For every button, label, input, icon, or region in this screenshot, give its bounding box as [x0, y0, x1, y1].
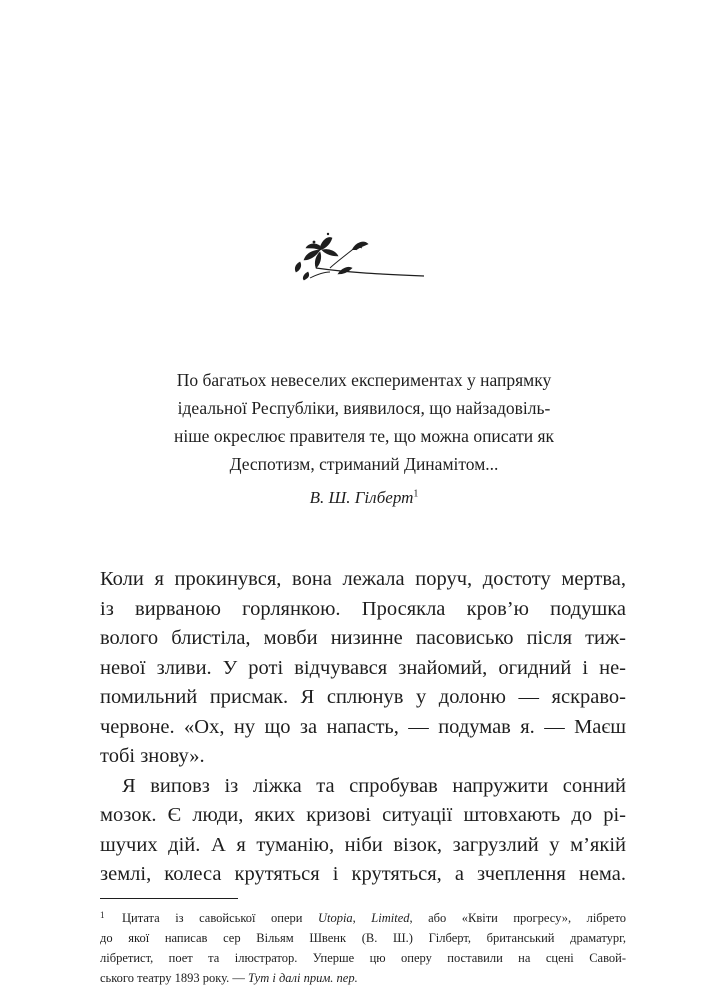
body-line: Я виповз із ліжка та спробував напружити сонний: [122, 774, 626, 797]
footnote-line: лібретист, поет та ілюстратор. Уперше цю оперу поставили на сцені Савой-: [100, 951, 626, 965]
epigraph-line: Деспотизм, стриманий Динамітом...: [229, 454, 499, 474]
footnote-line: [100, 968, 626, 988]
epigraph-author-line: [100, 484, 628, 512]
footnote-line: до якої написав сер Вільям Швенк (В. Ш.) Гілберт, британський драматург,: [100, 931, 626, 945]
footnote-divider: [100, 898, 238, 899]
footnote-opera-title: Limited: [371, 911, 410, 925]
epigraph-line: ніше окреслює правителя те, що можна описати як: [173, 426, 555, 446]
body-line: землі, колеса крутяться і крутяться, а зчеплення нема.: [100, 863, 626, 885]
body-line: Коли я прокинувся, вона лежала поруч, достоту мертва,: [100, 568, 626, 590]
body-line: червоне. «Ох, ну що за напасть, — подумав я. — Маєш: [100, 715, 626, 738]
footnote-text: ,: [352, 911, 372, 925]
body-line: мозок. Є люди, яких кризові ситуації штовхають до рі-: [100, 804, 626, 826]
body-line: тобі знову».: [100, 745, 205, 767]
epigraph-author: В. Ш. Гілберт: [309, 488, 414, 507]
footnote-opera-title: Utopia: [317, 911, 353, 925]
footnote: [100, 908, 626, 988]
body-line: невої зливи. У роті відчувався знайомий, огидний і не-: [100, 656, 626, 679]
epigraph-line: По багатьох невеселих експериментах у напрямку: [176, 370, 552, 390]
body-line: шучих дій. А я туманію, ніби візок, загрузлий у м’якій: [100, 833, 626, 856]
epigraph-line: ідеальної Республіки, виявилося, що найзадовіль-: [177, 398, 551, 418]
footnote-translator-note: Тут і далі прим. пер.: [248, 971, 358, 985]
footnote-text: , або «Квіти прогресу», лібрето: [409, 911, 627, 925]
epigraph: [100, 366, 628, 512]
body-line: волого блистіла, мовби низинне пасовисько після тиж-: [100, 627, 626, 649]
body-line: із вирваною горлянкою. Просякла кров’ю подушка: [100, 597, 626, 620]
body-text: [100, 565, 626, 890]
footnote-marker: 1: [100, 910, 105, 920]
body-line: помильний присмак. Я сплюнув у долоню — яскраво-: [100, 686, 626, 708]
floral-vignette-icon: [284, 228, 434, 288]
footnote-reference: 1: [413, 488, 419, 500]
footnote-line: [100, 908, 626, 928]
footnote-text: Цитата із савойської опери: [122, 911, 318, 925]
footnote-text: ського театру 1893 року. —: [100, 971, 248, 985]
